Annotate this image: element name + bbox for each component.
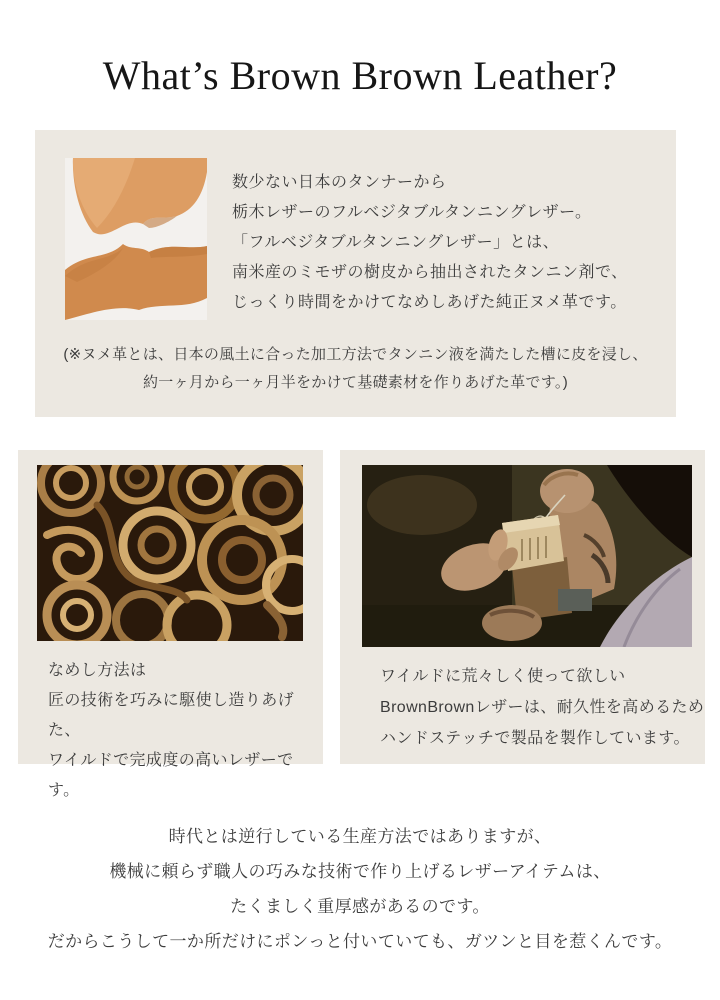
tanning-card [18,450,323,799]
stitching-card [340,450,705,764]
intro-card [35,130,676,417]
hand-stitching-illustration [362,465,692,647]
tanning-caption-line: ワイルドで完成度の高いレザーです。 [48,752,294,799]
tanning-caption [48,656,323,806]
closing-line: たくましく重厚感があるのです。 [230,897,490,916]
intro-description [232,168,628,318]
closing-line: 機械に頼らず職人の巧みな技術で作り上げるレザーアイテムは、 [109,862,611,881]
intro-note [35,341,676,397]
stitching-caption-line: BrownBrownレザーは、耐久性を高めるため [380,699,705,716]
leather-hides-photo [65,158,207,320]
intro-description-line: 数少ない日本のタンナーから [232,174,447,191]
leather-hides-illustration [65,158,207,320]
intro-description-line: 南米産のミモザの樹皮から抽出されたタンニン剤で、 [232,264,628,281]
leather-rolls-photo [37,465,303,641]
stitching-caption-line: ワイルドに荒々しく使って欲しい [380,668,626,685]
hand-stitching-photo [362,465,692,647]
tanning-caption-line: 匠の技術を巧みに駆使し造りあげた、 [48,692,295,739]
closing-paragraph [0,819,720,959]
intro-note-line: 約一ヶ月から一ヶ月半をかけて基礎素材を作りあげた革です。) [143,374,568,391]
closing-line: 時代とは逆行している生産方法ではありますが、 [168,827,552,846]
intro-description-line: 栃木レザーのフルベジタブルタンニングレザー。 [232,204,592,221]
stitching-caption [380,661,704,754]
intro-description-line: じっくり時間をかけてなめしあげた純正ヌメ革です。 [232,294,627,311]
page-title: What’s Brown Brown Leather? [102,53,618,98]
intro-note-line: (※ヌメ革とは、日本の風土に合った加工方法でタンニン液を満たした槽に皮を浸し、 [63,346,648,363]
closing-line: だからこうして一か所だけにポンっと付いていても、ガツンと目を惹くんです。 [47,932,673,951]
tanning-caption-line: なめし方法は [48,662,147,679]
stitching-caption-line: ハンドステッチで製品を製作しています。 [380,730,690,747]
leather-rolls-illustration [37,465,303,641]
intro-description-line: 「フルベジタブルタンニングレザー」とは、 [232,234,560,251]
